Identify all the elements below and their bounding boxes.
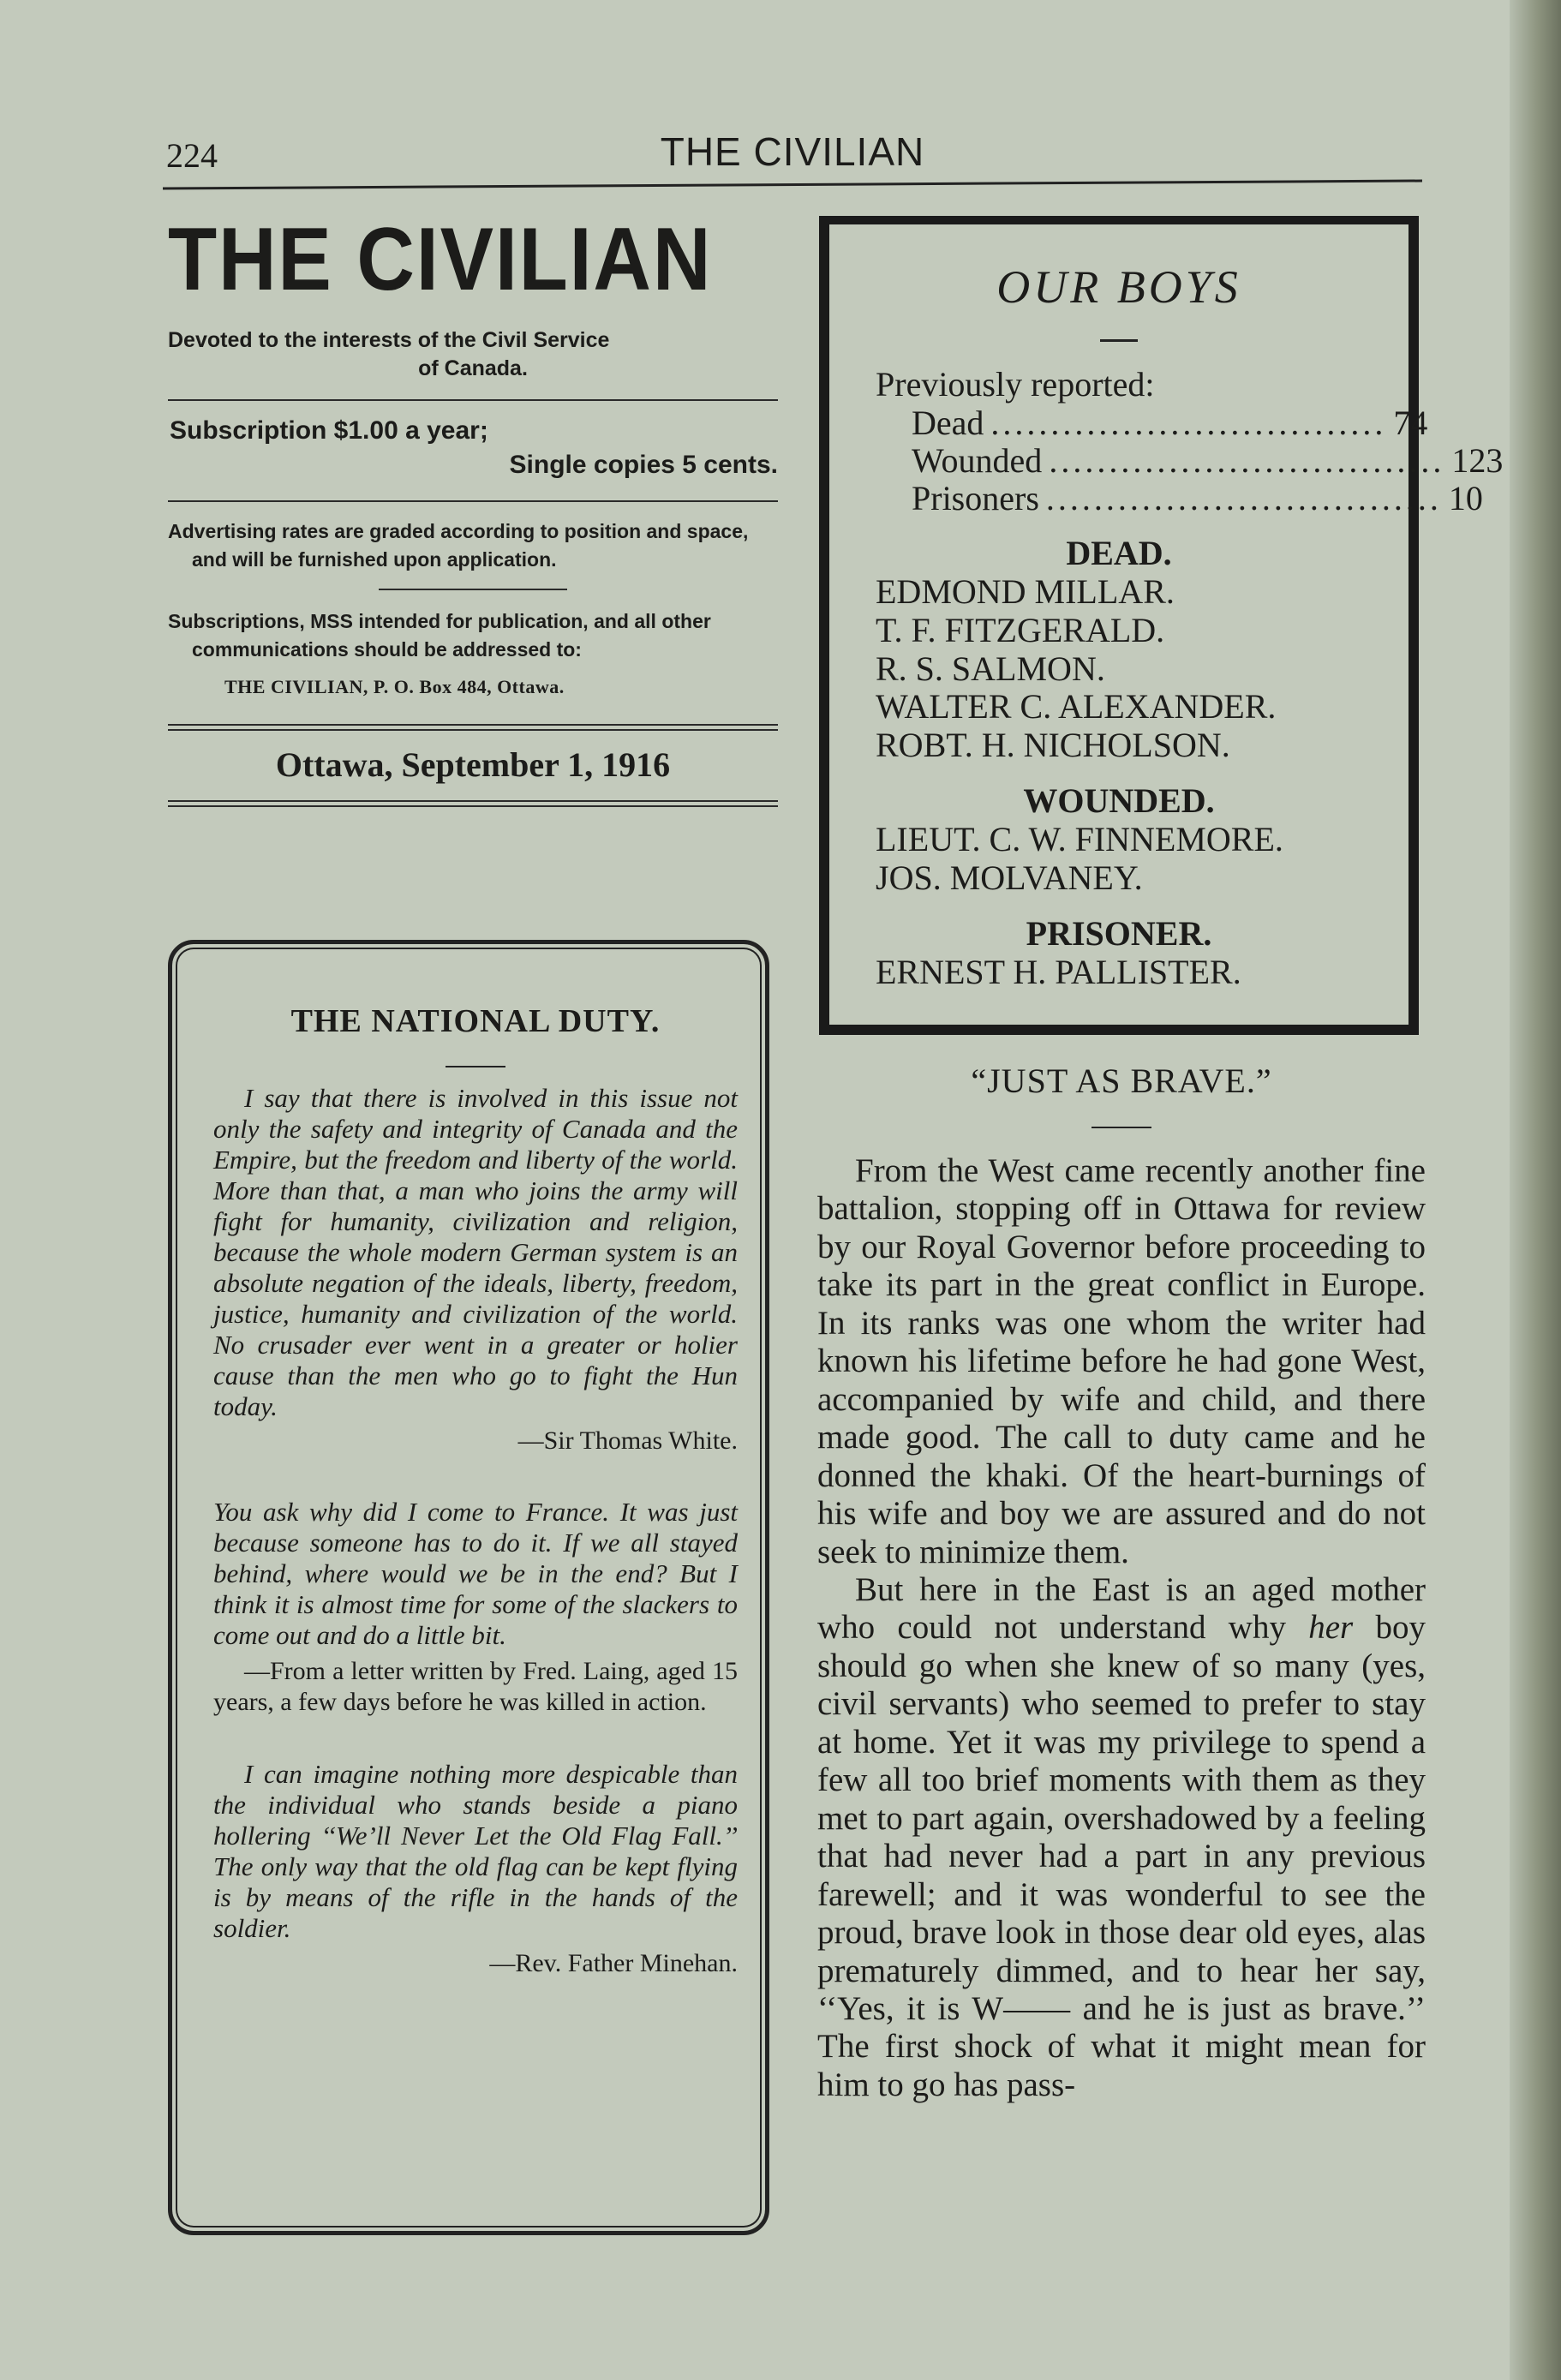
article-just-as-brave: [817, 1061, 1426, 2104]
attribution-white: —Sir Thomas White.: [517, 1426, 738, 1456]
dateline: Ottawa, September 1, 1916: [275, 744, 671, 784]
advertising-note: Advertising rates are graded according to position and space, and will be furnished upon application.: [168, 520, 749, 571]
subscriptions-note: Subscriptions, MSS intended for publication, and all other communications should be addressed to:: [168, 610, 711, 661]
our-boys-box: [819, 216, 1504, 1035]
devoted-line-1: Devoted to the interests of the Civil Service: [168, 328, 610, 352]
casualty-tally: [912, 404, 1504, 517]
single-copy-price: Single copies 5 cents.: [509, 451, 778, 479]
title-rule: [1092, 1127, 1151, 1128]
article-paragraph: From the West came recently another fine battalion, stopping off in Ottawa for review by our Royal Governor before proceeding to take its part in the great conflict in Europe. In its ranks was one whom the writer had known his lifetime before he had gone West, accompanied by wife and child, and there made good. The call to duty came and he donned the khaki. Of the heart-burnings of his wife and boy we are assured and do not seek to minimize them.: [817, 1152, 1426, 1570]
wounded-list: [876, 821, 1408, 898]
article-title: “JUST AS BRAVE.”: [971, 1061, 1272, 1100]
tally-row: Wounded ................................. 123: [912, 441, 1504, 480]
dead-heading: DEAD.: [1066, 534, 1172, 572]
article-paragraph: But here in the East is an aged mother who could not understand why her boy should go when she knew of so many (yes, civil servants) who seemed to prefer to stay at home. Yet it was my privilege to spend a few all too brief moments with them as they met to part again, overshadowed by a feeling that had never had a part in any previous farewell; and it was wonderful to see the proud, brave look in those dear old eyes, alas prematurely dimmed, and to hear her say, ‘‘Yes, it is W—— and he is just as brave.’’ The first shock of what it might mean for him to go has pass-: [817, 1570, 1426, 2103]
list-item: ERNEST H. PALLISTER.: [876, 952, 1241, 991]
quote-laing: You ask why did I come to France. It was just because someone has to do it. If we all stayed behind, where would we be in the end? But I think it is almost time for some of the slackers to come out and do a little bit.: [213, 1497, 738, 1651]
dead-list: [876, 573, 1408, 765]
subscription-price: Subscription $1.00 a year;: [170, 416, 488, 445]
list-item: EDMOND MILLAR.: [876, 572, 1175, 611]
attribution-minehan: —Rev. Father Minehan.: [489, 1948, 738, 1977]
page-spine-shadow: [1510, 0, 1561, 2380]
list-item: WALTER C. ALEXANDER.: [876, 687, 1277, 727]
running-head: [163, 129, 1422, 180]
short-rule: [379, 589, 567, 590]
quote-minehan: I can imagine nothing more despicable than the individual who stands beside a piano hollering ‘‘We’ll Never Let the Old Flag Fall.’’ The only way that the old flag can be kept flying is by means of the rifle in the hands of the soldier.: [213, 1759, 738, 1944]
masthead-title: THE CIVILIAN: [168, 210, 713, 309]
attribution-laing: —From a letter written by Fred. Laing, aged 15 years, a few days before he was killed in action.: [213, 1657, 738, 1717]
masthead-rule: [168, 399, 778, 401]
devoted-line-2: of Canada.: [418, 356, 528, 380]
list-item: LIEUT. C. W. FINNEMORE.: [876, 819, 1283, 858]
devoted-line: [168, 326, 778, 382]
page-number: 224: [166, 136, 218, 175]
tally-row: Prisoners ................................. 10: [912, 479, 1483, 517]
list-item: JOS. MOLVANEY.: [876, 858, 1143, 897]
title-rule: [446, 1066, 505, 1067]
quote-white: I say that there is involved in this issue not only the safety and integrity of Canada and the Empire, but the freedom and liberty of the world. More than that, a man who joins the army will fight for humanity, civilization and religion, because the whole modern German system is an absolute negation of the ideals, liberty, freedom, justice, humanity and civilization of the world. No crusader ever went in a greater or holier cause than the men who go to fight the Hun today.: [213, 1083, 738, 1421]
list-item: ROBT. H. NICHOLSON.: [876, 726, 1230, 765]
masthead-rule: [168, 500, 778, 502]
list-item: R. S. SALMON.: [876, 649, 1105, 688]
header-rule: [163, 180, 1422, 190]
our-boys-title: OUR BOYS: [996, 261, 1241, 313]
national-duty-title: THE NATIONAL DUTY.: [290, 1003, 661, 1039]
double-rule: [168, 724, 778, 731]
list-item: T. F. FITZGERALD.: [876, 610, 1165, 649]
prisoner-list: [876, 954, 1408, 992]
prisoner-heading: PRISONER.: [1026, 913, 1212, 953]
masthead: [168, 210, 778, 807]
national-duty-box: [168, 940, 769, 2235]
tally-row: Dead ................................. 74: [912, 404, 1428, 442]
previously-reported: Previously reported:: [876, 365, 1155, 404]
title-rule: [1100, 339, 1138, 342]
running-title: THE CIVILIAN: [660, 129, 925, 174]
mailing-address: THE CIVILIAN, P. O. Box 484, Ottawa.: [224, 675, 565, 697]
wounded-heading: WOUNDED.: [1023, 780, 1215, 820]
double-rule: [168, 800, 778, 807]
